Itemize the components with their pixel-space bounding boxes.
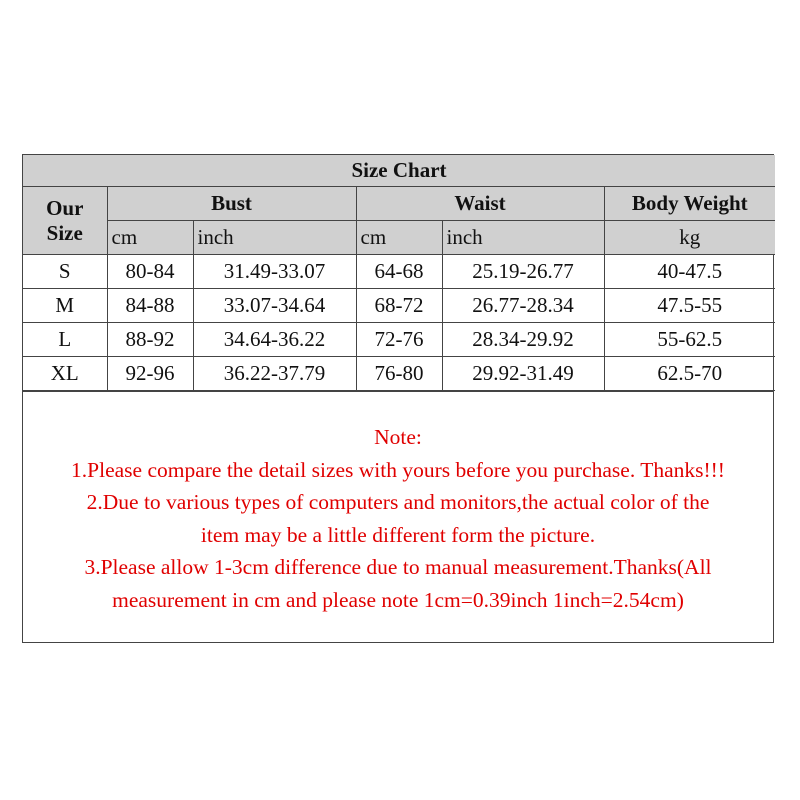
unit-bust-inch: inch	[193, 221, 356, 255]
bust-inch-cell: 34.64-36.22	[193, 323, 356, 357]
unit-waist-inch: inch	[442, 221, 604, 255]
waist-inch-cell: 26.77-28.34	[442, 289, 604, 323]
note-line: item may be a little different form the picture.	[200, 522, 596, 547]
weight-cell: 62.5-70	[604, 357, 775, 391]
size-table	[23, 155, 775, 391]
note-line: measurement in cm and please note 1cm=0.39inch 1inch=2.54cm)	[112, 587, 684, 612]
note-heading: Note:	[374, 425, 422, 449]
waist-header: Waist	[356, 187, 604, 221]
bust-cm-cell: 84-88	[107, 289, 193, 323]
table-row	[23, 255, 775, 289]
units-row	[23, 221, 775, 255]
bust-header: Bust	[107, 187, 356, 221]
note-line: 1.Please compare the detail sizes with yours before you purchase. Thanks!!!	[71, 457, 725, 482]
weight-cell: 40-47.5	[604, 255, 775, 289]
table-row	[23, 289, 775, 323]
weight-cell: 55-62.5	[604, 323, 775, 357]
waist-cm-cell: 68-72	[356, 289, 442, 323]
waist-cm-cell: 64-68	[356, 255, 442, 289]
notes-section	[23, 391, 773, 642]
size-cell: XL	[23, 357, 107, 391]
title-row	[23, 155, 775, 187]
size-header-line1: Our	[46, 195, 84, 220]
table-row	[23, 323, 775, 357]
waist-cm-cell: 76-80	[356, 357, 442, 391]
bust-inch-cell: 33.07-34.64	[193, 289, 356, 323]
unit-waist-cm: cm	[356, 221, 442, 255]
bust-cm-cell: 80-84	[107, 255, 193, 289]
bust-cm-cell: 88-92	[107, 323, 193, 357]
waist-inch-cell: 25.19-26.77	[442, 255, 604, 289]
table-title: Size Chart	[23, 155, 775, 187]
size-header	[23, 187, 107, 255]
weight-cell: 47.5-55	[604, 289, 775, 323]
bust-inch-cell: 36.22-37.79	[193, 357, 356, 391]
size-chart	[22, 154, 774, 643]
waist-inch-cell: 28.34-29.92	[442, 323, 604, 357]
size-cell: M	[23, 289, 107, 323]
note-line: 2.Due to various types of computers and monitors,the actual color of the	[86, 490, 710, 514]
note-line: 3.Please allow 1-3cm difference due to manual measurement.Thanks(All	[84, 555, 712, 579]
body-weight-header: Body Weight	[604, 187, 775, 221]
size-cell: S	[23, 255, 107, 289]
waist-inch-cell: 29.92-31.49	[442, 357, 604, 391]
unit-weight-kg: kg	[604, 221, 775, 255]
bust-cm-cell: 92-96	[107, 357, 193, 391]
unit-bust-cm: cm	[107, 221, 193, 255]
header-row	[23, 187, 775, 221]
table-row	[23, 357, 775, 391]
size-cell: L	[23, 323, 107, 357]
bust-inch-cell: 31.49-33.07	[193, 255, 356, 289]
size-header-line2: Size	[46, 220, 83, 245]
waist-cm-cell: 72-76	[356, 323, 442, 357]
